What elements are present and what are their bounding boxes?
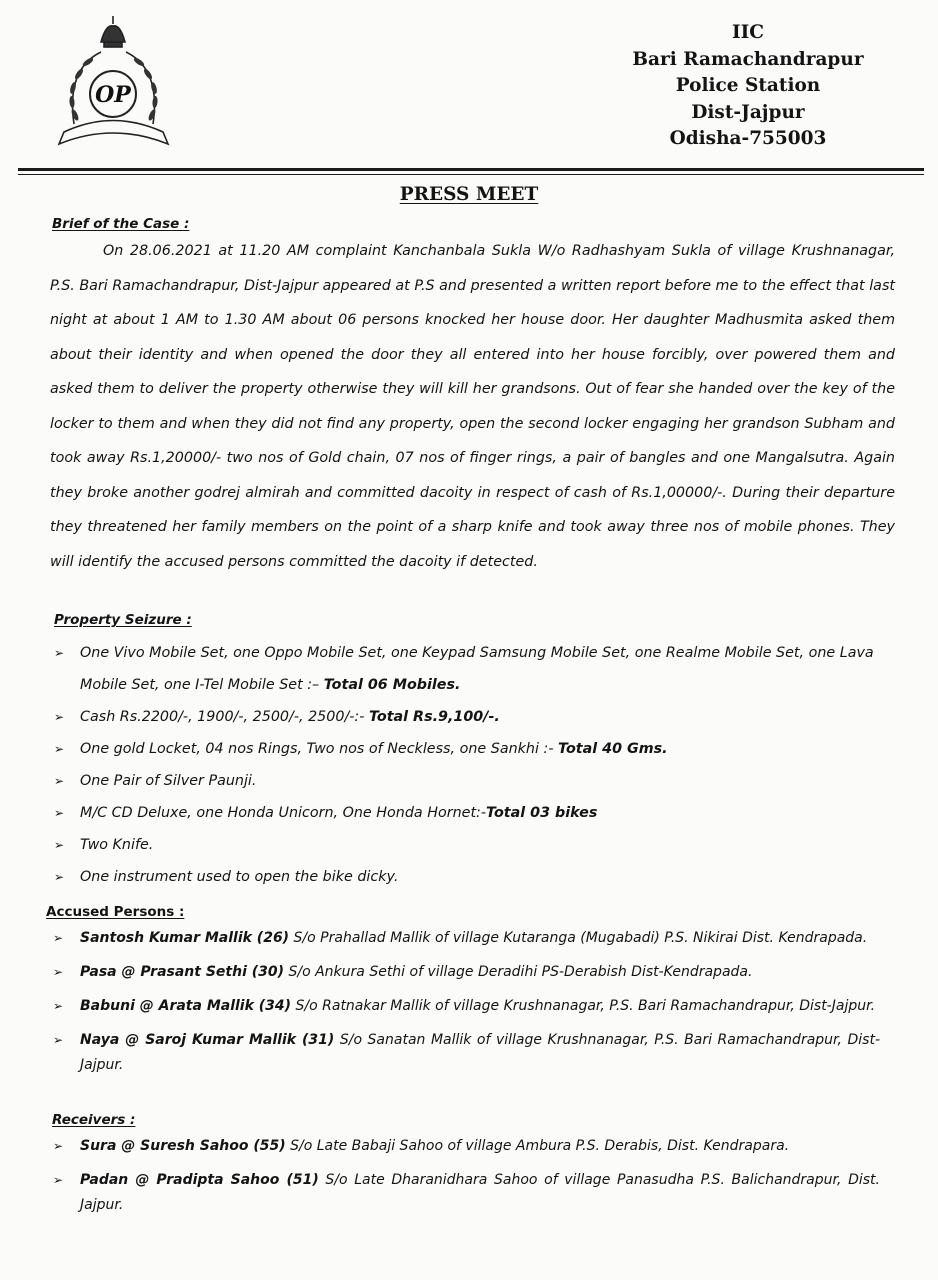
property-heading: Property Seizure : [54, 612, 192, 628]
list-item: ➢ Babuni @ Arata Mallik (34) S/o Ratnakar Mallik of village Krushnanagar, P.S. Bari Ramachandrapur, Dist-Jajpur. [50, 994, 880, 1019]
list-item: ➢ Naya @ Saroj Kumar Mallik (31) S/o Sanatan Mallik of village Krushnanagar, P.S. Bari Ramachandrapur, Dist- Jajpur. [50, 1028, 880, 1078]
bullet-arrow-icon: ➢ [54, 870, 65, 884]
property-list [50, 637, 900, 893]
bullet-arrow-icon: ➢ [53, 965, 64, 979]
list-item: ➢ Two Knife. [50, 829, 900, 861]
list-item: ➢ Sura @ Suresh Sahoo (55) S/o Late Babaji Sahoo of village Ambura P.S. Derabis, Dist. Kendrapara. [50, 1134, 880, 1159]
header-divider-thick [18, 168, 924, 171]
accused-list [50, 926, 880, 1087]
bullet-arrow-icon: ➢ [53, 931, 64, 945]
bullet-arrow-icon: ➢ [53, 1139, 64, 1153]
bullet-arrow-icon: ➢ [54, 742, 65, 756]
brief-heading: Brief of the Case : [52, 216, 190, 232]
list-item: ➢ M/C CD Deluxe, one Honda Unicorn, One Honda Hornet:-Total 03 bikes [50, 797, 900, 829]
svg-text:OP: OP [95, 82, 131, 108]
bullet-arrow-icon: ➢ [54, 774, 65, 788]
list-item: ➢ One Pair of Silver Paunji. [50, 765, 900, 797]
receivers-heading: Receivers : [52, 1112, 136, 1128]
odisha-police-emblem [46, 14, 181, 154]
address-line: Police Station [675, 75, 821, 96]
address-line: Dist-Jajpur [691, 101, 805, 123]
bullet-arrow-icon: ➢ [54, 646, 65, 660]
bullet-arrow-icon: ➢ [53, 1033, 64, 1047]
bullet-arrow-icon: ➢ [54, 710, 65, 724]
bullet-arrow-icon: ➢ [54, 806, 65, 820]
list-item: ➢ One instrument used to open the bike dicky. [50, 861, 900, 893]
bullet-arrow-icon: ➢ [53, 1173, 64, 1187]
brief-text: On 28.06.2021 at 11.20 AM complaint Kanchanbala Sukla W/o Radhashyam Sukla of village Krushnanagar, P.S. Bari Ramachandrapur, Dist-Jajpur appeared at P.S and presented a written report before me to the effect that last night at about 1 AM to 1.30 AM about 06 persons knocked her house door. Her daughter Madhusmita asked them about their identity and when opened the door they all entered into her house forcibly, over powered them and asked them to deliver the property otherwise they will kill her grandsons. Out of fear she handed over the key of the locker to them and when they did not find any property, open the second locker engaging her grandson Subham and took away Rs.1,20000/- two nos of Gold chain, 07 nos of finger rings, a pair of bangles and one Mangalsutra. Again they broke another godrej almirah and committed dacoity in respect of cash of Rs.1,00000/-. During their departure they threatened her family members on the point of a sharp knife and took away three nos of mobile phones. They will identify the accused persons committed the dacoity if detected. [50, 243, 895, 570]
list-item: ➢ Santosh Kumar Mallik (26) S/o Prahallad Mallik of village Kutaranga (Mugabadi) P.S. Nikirai Dist. Kendrapada. [50, 926, 880, 951]
list-item: ➢ Pasa @ Prasant Sethi (30) S/o Ankura Sethi of village Deradihi PS-Derabish Dist-Kendrapada. [50, 960, 880, 985]
list-item: ➢ One Vivo Mobile Set, one Oppo Mobile Set, one Keypad Samsung Mobile Set, one Realme Mobile Set, one Lava Mobile Set, one I-Tel Mobile Set :– Total 06 Mobiles. [50, 637, 900, 701]
receivers-list [50, 1134, 880, 1227]
header-divider-thin [18, 174, 924, 175]
bullet-arrow-icon: ➢ [53, 999, 64, 1013]
address-line: IIC [731, 22, 765, 43]
address-line: Bari Ramachandrapur [632, 48, 864, 70]
list-item: ➢ Cash Rs.2200/-, 1900/-, 2500/-, 2500/-:- Total Rs.9,100/-. [50, 701, 900, 733]
page-title: PRESS MEET [399, 184, 539, 205]
accused-heading: Accused Persons : [46, 904, 185, 920]
address-line: Odisha-755003 [669, 128, 827, 149]
bullet-arrow-icon: ➢ [54, 838, 65, 852]
station-address [598, 20, 898, 153]
list-item: ➢ One gold Locket, 04 nos Rings, Two nos of Neckless, one Sankhi :- Total 40 Gms. [50, 733, 900, 765]
list-item: ➢ Padan @ Pradipta Sahoo (51) S/o Late Dharanidhara Sahoo of village Panasudha P.S. Balichandrapur, Dist. Jajpur. [50, 1168, 880, 1218]
